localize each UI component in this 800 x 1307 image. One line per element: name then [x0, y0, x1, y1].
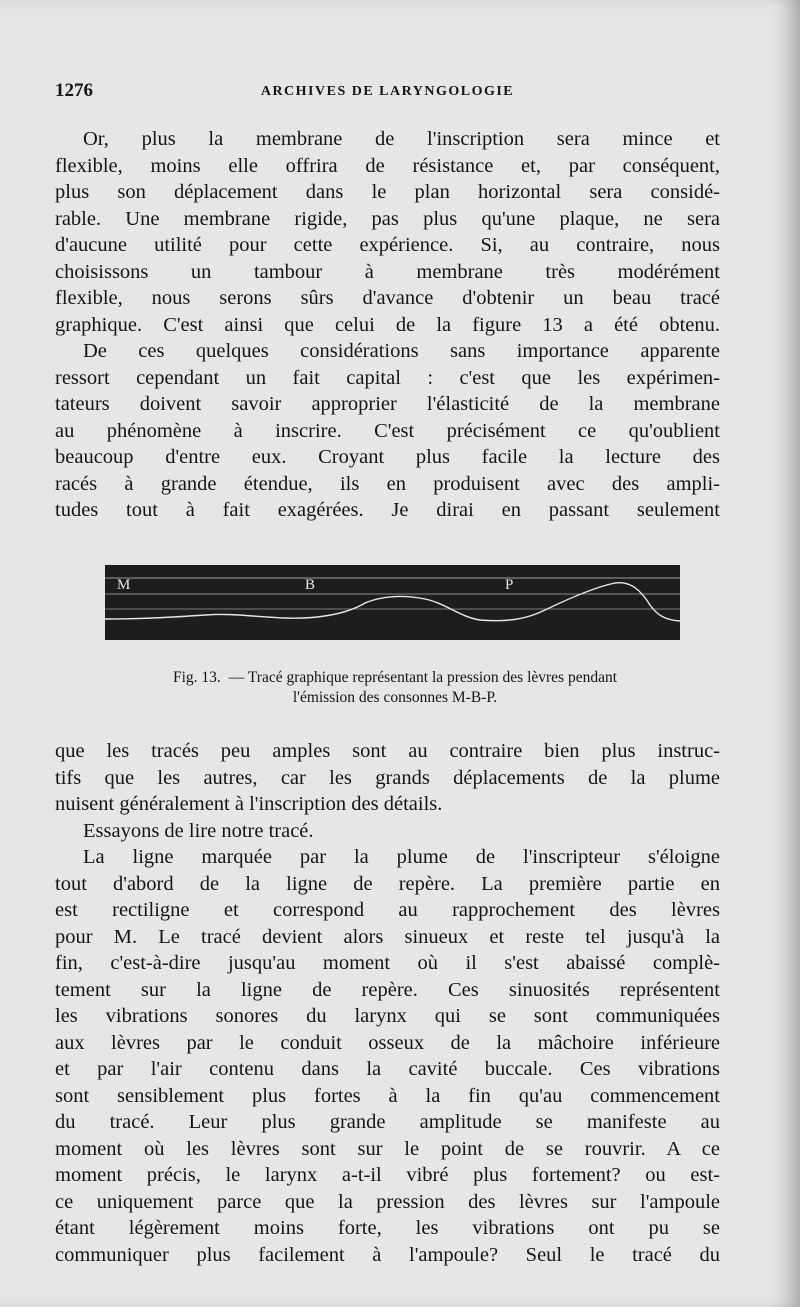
text-line: ressort cependant un fait capital : c'est que les expérimen-	[55, 366, 720, 389]
label-m: M	[117, 577, 131, 593]
paragraph-bottom	[55, 738, 720, 1268]
figure-tracing	[105, 565, 680, 640]
text-line: est rectiligne et correspond au rapprochement des lèvres	[55, 899, 720, 921]
label-p: P	[505, 577, 514, 593]
text-line: fin, c'est-à-dire jusqu'au moment où il s'est abaissé complè-	[55, 952, 720, 974]
text-line: flexible, nous serons sûrs d'avance d'obtenir un beau tracé	[55, 287, 720, 309]
text-line: moment où les lèvres sont sur le point de se rouvrir. A ce	[55, 1137, 720, 1160]
caption-text-2: l'émission des consonnes M-B-P.	[292, 689, 498, 706]
text-line: moment précis, le larynx a-t-il vibré plus fortement? ou est-	[55, 1164, 720, 1186]
text-line: De ces quelques considérations sans importance apparente	[83, 340, 720, 362]
text-line: aux lèvres par le conduit osseux de la mâchoire inférieure	[55, 1031, 720, 1054]
text-line: sont sensiblement plus fortes à la fin qu'au commencement	[55, 1084, 720, 1107]
figure-caption	[85, 668, 705, 708]
text-line: rable. Une membrane rigide, pas plus qu'une plaque, ne sera	[55, 207, 720, 230]
text-line: tement sur la ligne de repère. Ces sinuosités représentent	[55, 978, 720, 1001]
text-line: ce uniquement parce que la pression des lèvres sur l'ampoule	[55, 1190, 720, 1213]
text-line: du tracé. Leur plus grande amplitude se manifeste au	[55, 1111, 720, 1133]
text-line: La ligne marquée par la plume de l'inscripteur s'éloigne	[83, 846, 720, 868]
text-line: au phénomène à inscrire. C'est précisément ce qu'oublient	[55, 419, 720, 442]
text-line: pour M. Le tracé devient alors sinueux et reste tel jusqu'à la	[55, 925, 720, 948]
tracing-graphic	[105, 565, 680, 640]
page-header	[55, 80, 720, 110]
text-line: tudes tout à fait exagérées. Je dirai en passant seulement	[55, 499, 720, 521]
text-line: que les tracés peu amples sont au contraire bien plus instruc-	[55, 740, 720, 762]
text-line: graphique. C'est ainsi que celui de la figure 13 a été obtenu.	[55, 313, 720, 336]
paragraph-top	[55, 126, 720, 524]
text-line: choisissons un tambour à membrane très modérément	[55, 260, 720, 283]
text-line: beaucoup d'entre eux. Croyant plus facile la lecture des	[55, 446, 720, 468]
text-line: et par l'air contenu dans la cavité buccale. Ces vibrations	[55, 1058, 720, 1080]
text-line: étant légèrement moins forte, les vibrations ont pu se	[55, 1217, 720, 1239]
text-line: tateurs doivent savoir approprier l'élasticité de la membrane	[55, 393, 720, 415]
text-line: plus son déplacement dans le plan horizontal sera considé-	[55, 181, 720, 203]
text-line: racés à grande étendue, ils en produisent avec des ampli-	[55, 472, 720, 495]
text-line: flexible, moins elle offrira de résistance et, par conséquent,	[55, 154, 720, 177]
caption-label: Fig. 13.	[172, 669, 221, 686]
running-title: ARCHIVES DE LARYNGOLOGIE	[260, 84, 515, 99]
text-line: les vibrations sonores du larynx qui se sont communiquées	[55, 1005, 720, 1027]
text-line: d'aucune utilité pour cette expérience. Si, au contraire, nous	[55, 234, 720, 256]
text-line: communiquer plus facilement à l'ampoule? Seul le tracé du	[55, 1243, 720, 1266]
caption-text: — Tracé graphique représentant la pression des lèvres pendant	[228, 669, 618, 686]
text-line: tout d'abord de la ligne de repère. La première partie en	[55, 872, 720, 895]
page-number: 1276	[55, 80, 93, 101]
text-line: tifs que les autres, car les grands déplacements de la plume	[55, 766, 720, 789]
label-b: B	[305, 577, 316, 593]
text-line: Essayons de lire notre tracé.	[83, 819, 314, 842]
tracing-background	[105, 565, 680, 640]
text-line: nuisent généralement à l'inscription des détails.	[55, 793, 443, 815]
text-line: Or, plus la membrane de l'inscription sera mince et	[83, 128, 720, 150]
